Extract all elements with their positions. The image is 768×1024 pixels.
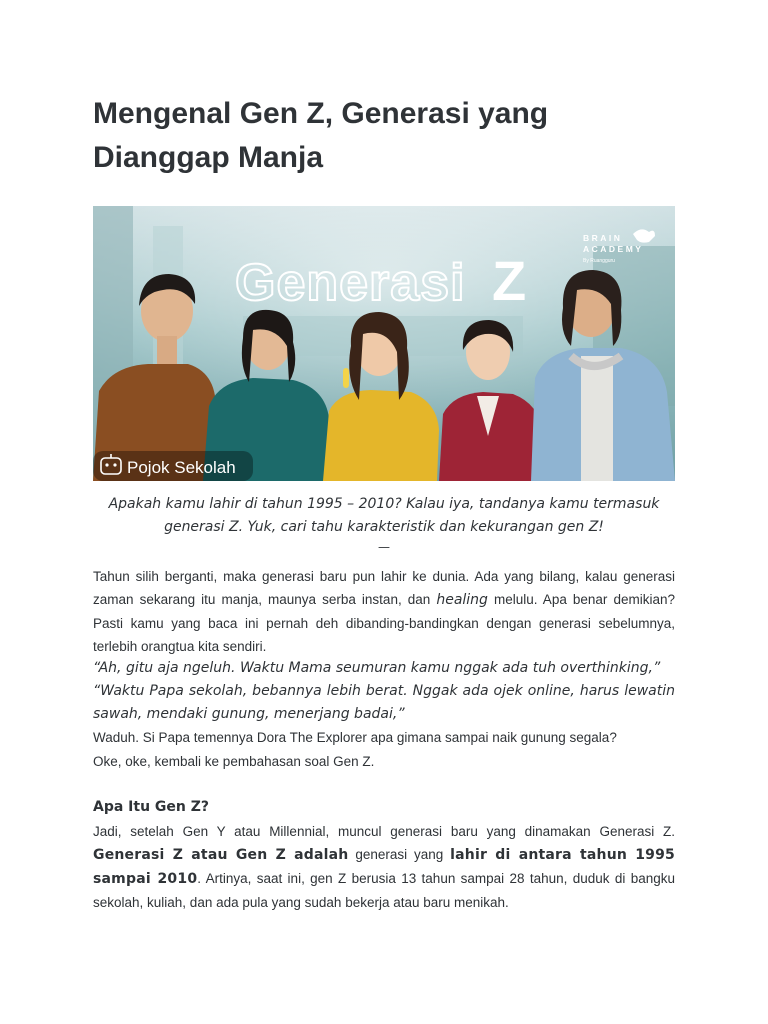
hero-headline-right: Z <box>492 249 528 312</box>
p4-text-c: generasi yang <box>348 847 451 862</box>
p4-text-a: Jadi, setelah Gen Y atau Millennial, muncul generasi baru yang dinamakan Generasi Z. <box>93 824 675 839</box>
hero-headline-left: Generasi <box>235 254 466 312</box>
p4-text-d: . Artinya, saat ini, gen Z berusia 13 tahun sampai 28 tahun, duduk di bangku sekolah, kuliah, dan ada pula yang sudah bekerja atau baru menikah. <box>93 871 675 910</box>
pojok-sekolah-badge <box>93 451 253 481</box>
section-heading: Apa Itu Gen Z? <box>93 799 210 815</box>
p1-text-a: Tahun silih berganti, maka generasi baru pun lahir ke dunia. Ada yang bilang, kalau generasi zaman sekarang itu manja, maunya serba instan, dan <box>93 569 675 607</box>
p4-bold-2: lahir di antara tahun 1995 sampai 2010 <box>93 847 675 887</box>
quote-2: “Waktu Papa sekolah, bebannya lebih berat. Nggak ada ojek online, harus lewatin sawah, mendaki gunung, menerjang badai,” <box>93 683 675 722</box>
quote-1: “Ah, gitu aja ngeluh. Waktu Mama seumuran kamu nggak ada tuh overthinking,” <box>93 660 661 676</box>
p1-emphasis: healing <box>436 592 488 608</box>
image-caption <box>93 493 675 555</box>
brand-sub: By Ruangguru <box>583 258 615 264</box>
brand-line-1: BRAIN <box>583 233 623 243</box>
caption-text: Apakah kamu lahir di tahun 1995 – 2010? Kalau iya, tandanya kamu termasuk generasi Z. Yuk, cari tahu karakteristik dan kekurangan gen Z! <box>108 496 660 535</box>
caption-dash: — <box>378 540 390 554</box>
p1-text-b: melulu. Apa benar demikian? Pasti kamu yang baca ini pernah deh dibanding-bandingkan dengan generasi sebelumnya, terlebih orangtua kita sendiri. <box>93 592 675 654</box>
p4-bold-1: Generasi Z atau Gen Z adalah <box>93 847 349 863</box>
badge-label: Pojok Sekolah <box>127 458 236 477</box>
paragraph-2: Waduh. Si Papa temennya Dora The Explorer apa gimana sampai naik gunung segala? <box>93 730 617 745</box>
paragraph-1 <box>93 565 675 658</box>
article-title: Mengenal Gen Z, Generasi yang Dianggap Manja <box>93 97 549 174</box>
brand-line-2: ACADEMY <box>583 244 644 254</box>
paragraph-3: Oke, oke, kembali ke pembahasan soal Gen Z. <box>93 754 375 769</box>
paragraph-4 <box>93 820 675 914</box>
hero-image <box>93 206 675 481</box>
